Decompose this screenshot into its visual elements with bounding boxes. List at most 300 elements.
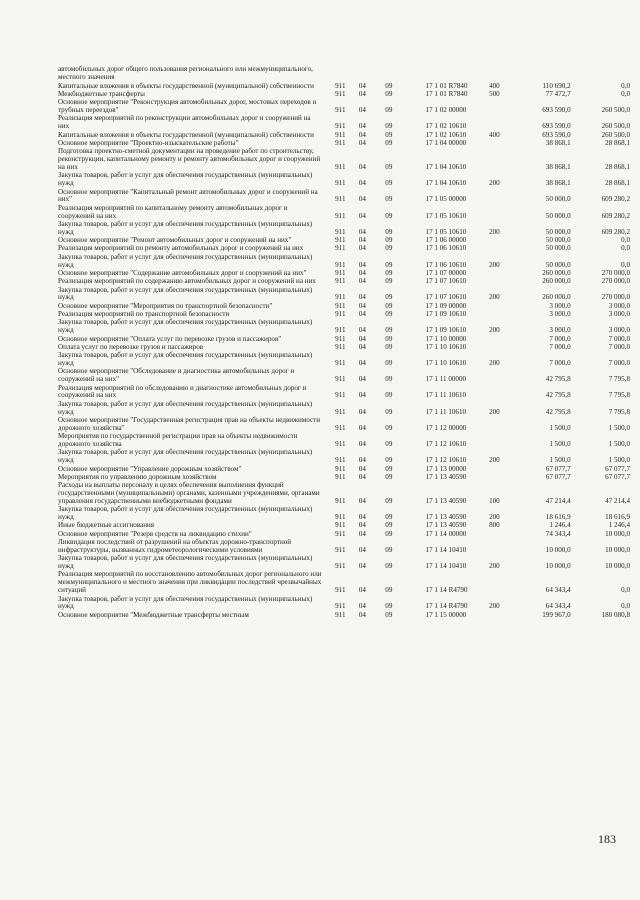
expense-type-code [489, 384, 512, 400]
amount-year-1: 42 795,8 [545, 391, 571, 400]
expense-type-code [489, 433, 512, 449]
amount-year-1: 50 000,0 [545, 244, 571, 253]
page-number: 183 [598, 832, 616, 846]
target-article-code: 17 1 11 10610 [425, 391, 467, 400]
target-article-code: 17 1 05 10610 [425, 227, 467, 236]
amount-year-2: 260 500,0 [601, 130, 630, 139]
target-article-code: 17 1 13 40590 [425, 496, 467, 505]
amount-year-2: 10 000,0 [605, 529, 630, 538]
target-article-code: 17 1 06 10610 [425, 244, 467, 253]
amount-year-2: 67 077,7 [605, 464, 630, 473]
table-row [58, 400, 630, 416]
amount-year-2: 1 246,4 [608, 521, 630, 530]
expense-type-code [489, 270, 512, 278]
expense-type-code: 200 [489, 456, 500, 465]
admin-code: 911 [335, 407, 346, 416]
expense-type-code: 500 [489, 89, 500, 98]
admin-code: 911 [335, 244, 346, 253]
amount-year-2: 7 795,8 [608, 391, 630, 400]
row-name: Основное мероприятие "Содержание автомобильных дорог и сооружений на них" [58, 268, 307, 277]
amount-year-2: 270 000,0 [601, 293, 630, 302]
expense-type-code: 200 [489, 260, 500, 269]
section-code: 04 [358, 391, 366, 400]
subsection-code: 09 [385, 375, 393, 384]
section-code: 04 [358, 244, 366, 253]
target-article-code: 17 1 13 40590 [425, 513, 467, 522]
target-article-code: 17 1 02 00000 [425, 106, 467, 115]
amount-year-1: 693 590,0 [542, 106, 571, 115]
expense-type-code [489, 539, 512, 555]
section-code: 04 [358, 375, 366, 384]
admin-code: 911 [335, 496, 346, 505]
amount-year-1: 50 000,0 [545, 195, 571, 204]
amount-year-1: 38 868,1 [545, 163, 571, 171]
row-name: Капитальные вложения в объекты государственной (муниципальной) собственности [58, 130, 314, 139]
amount-year-2: 67 077,7 [605, 472, 630, 481]
row-name: Закупка товаров, работ и услуг для обеспечения государственных (муниципальных) нужд [58, 171, 313, 188]
row-name: Закупка товаров, работ и услуг для обеспечения государственных (муниципальных) нужд [58, 252, 313, 269]
target-article-code: 17 1 07 00000 [425, 268, 467, 277]
subsection-code: 09 [385, 260, 393, 269]
admin-code: 911 [335, 81, 346, 90]
amount-year-1: 3 000,0 [549, 301, 571, 310]
row-name: Реализация мероприятий по ремонту автомобильных дорог и сооружений на них [58, 244, 304, 253]
section-code: 04 [358, 301, 366, 310]
section-code: 04 [358, 440, 366, 449]
expense-type-code [489, 148, 512, 172]
section-code: 04 [358, 602, 366, 611]
target-article-code: 17 1 12 10610 [425, 456, 467, 465]
target-article-code: 17 1 05 00000 [425, 195, 467, 204]
target-article-code: 17 1 09 00000 [425, 301, 467, 310]
section-code: 04 [358, 326, 366, 335]
amount-year-2: 28 868,1 [605, 179, 630, 188]
amount-year-2: 18 616,9 [605, 513, 630, 522]
amount-year-2: 0,0 [621, 260, 630, 269]
subsection-code: 09 [385, 293, 393, 302]
amount-year-2: 7 795,8 [608, 407, 630, 416]
expense-type-code: 200 [489, 407, 500, 416]
expense-type-code: 200 [489, 326, 500, 335]
target-article-code: 17 1 05 10610 [425, 211, 467, 220]
target-article-code: 17 1 14 R4790 [425, 602, 468, 611]
subsection-code: 09 [385, 472, 393, 481]
amount-year-1: 3 000,0 [549, 310, 571, 318]
target-article-code: 17 1 15 00000 [425, 610, 467, 619]
amount-year-1: 50 000,0 [545, 260, 571, 269]
amount-year-1: 50 000,0 [545, 236, 571, 245]
table-row [58, 482, 630, 506]
subsection-code: 09 [385, 423, 393, 432]
expense-type-code [489, 66, 512, 82]
amount-year-1: 260 000,0 [542, 277, 571, 286]
table-row [58, 221, 630, 237]
amount-year-1: 260 000,0 [542, 293, 571, 302]
row-name: Основное мероприятие "Государственная регистрация прав на объекты недвижимости дорожного хозяйства" [58, 415, 321, 432]
admin-code: 911 [335, 179, 346, 188]
admin-code: 911 [335, 301, 346, 310]
section-code: 04 [358, 293, 366, 302]
expense-type-code [489, 335, 512, 343]
section-code: 04 [358, 179, 366, 188]
section-code: 04 [358, 334, 366, 343]
amount-year-2: 0,0 [621, 236, 630, 245]
admin-code: 911 [335, 342, 346, 351]
target-article-code: 17 1 14 10410 [425, 562, 467, 571]
amount-year-1: 42 795,8 [545, 407, 571, 416]
expense-type-code: 400 [489, 130, 500, 139]
section-code: 04 [358, 236, 366, 245]
table-row [58, 115, 630, 131]
admin-code: 911 [335, 326, 346, 335]
section-code: 04 [358, 260, 366, 269]
row-name: Капитальные вложения в объекты государственной (муниципальной) собственности [58, 81, 314, 90]
table-row [58, 539, 630, 555]
admin-code: 911 [335, 562, 346, 571]
section-code: 04 [358, 521, 366, 530]
row-name: Закупка товаров, работ и услуг для обеспечения государственных (муниципальных) нужд [58, 219, 313, 236]
section-code: 04 [358, 464, 366, 473]
amount-year-1: 199 967,0 [542, 610, 571, 619]
subsection-code: 09 [385, 268, 393, 277]
subsection-code: 09 [385, 496, 393, 505]
amount-year-1: 7 000,0 [549, 334, 571, 343]
subsection-code: 09 [385, 407, 393, 416]
table-row [58, 148, 630, 172]
row-name: Основное мероприятие "Капитальный ремонт автомобильных дорог и сооружений на них" [58, 187, 318, 204]
expense-type-code [489, 188, 512, 204]
target-article-code: 17 1 09 10610 [425, 310, 467, 318]
target-article-code: 17 1 04 10610 [425, 179, 467, 188]
row-name: Межбюджетные трансферты [58, 89, 145, 98]
admin-code: 911 [335, 610, 346, 619]
row-name: Мероприятия по управлению дорожным хозяйством [58, 472, 217, 481]
amount-year-2 [571, 66, 630, 82]
table-row [58, 204, 630, 220]
row-name: Реализация мероприятий по капитальному ремонту автомобильных дорог и сооружений на них [58, 203, 288, 220]
target-article-code: 17 1 02 10610 [425, 122, 467, 131]
expense-type-code: 200 [489, 602, 500, 611]
row-name: Закупка товаров, работ и услуг для обеспечения государственных (муниципальных) нужд [58, 285, 313, 302]
amount-year-2: 1 500,0 [608, 423, 630, 432]
admin-code: 911 [335, 138, 346, 147]
expense-type-code [489, 115, 512, 131]
table-row [58, 555, 630, 571]
subsection-code: 09 [385, 545, 393, 554]
section-code: 04 [358, 496, 366, 505]
amount-year-1: 77 472,7 [545, 89, 571, 98]
amount-year-1: 50 000,0 [545, 227, 571, 236]
subsection-code: 09 [385, 106, 393, 115]
amount-year-2: 0,0 [621, 244, 630, 253]
admin-code: 911 [335, 310, 346, 318]
table-row [58, 384, 630, 400]
amount-year-2: 3 000,0 [608, 301, 630, 310]
admin-code: 911 [335, 391, 346, 400]
amount-year-2: 10 000,0 [605, 545, 630, 554]
target-article-code: 17 1 14 00000 [425, 529, 467, 538]
row-name: Реализация мероприятий по обследованию и диагностике автомобильных дорог и сооружений на них [58, 383, 307, 400]
amount-year-1: 67 077,7 [545, 464, 571, 473]
amount-year-1: 3 000,0 [549, 326, 571, 335]
amount-year-2: 1 500,0 [608, 440, 630, 449]
section-code: 04 [358, 227, 366, 236]
subsection-code: 09 [385, 513, 393, 522]
expense-type-code: 200 [489, 513, 500, 522]
subsection-code: 09 [385, 440, 393, 449]
section-code: 04 [358, 211, 366, 220]
section-code: 04 [358, 89, 366, 98]
table-row [58, 595, 630, 611]
target-article-code: 17 1 02 10610 [425, 130, 467, 139]
expense-type-code: 100 [489, 496, 500, 505]
amount-year-1: 260 000,0 [542, 268, 571, 277]
subsection-code: 09 [385, 277, 393, 286]
table-row [58, 611, 630, 619]
amount-year-2: 3 000,0 [608, 326, 630, 335]
amount-year-1: 38 868,1 [545, 179, 571, 188]
amount-year-1: 18 616,9 [545, 513, 571, 522]
row-name: Расходы на выплаты персоналу в целях обеспечения выполнения функций государственными (муниципальными) органами, казенными учреждениями, органами управления государственными внебюджетными фондами [58, 481, 320, 505]
target-article-code: 17 1 14 10410 [425, 545, 467, 554]
admin-code: 911 [335, 122, 346, 131]
row-name: Закупка товаров, работ и услуг для обеспечения государственных (муниципальных) нужд [58, 351, 313, 367]
subsection-code: 09 [385, 334, 393, 343]
admin-code: 911 [335, 440, 346, 449]
expense-type-code [489, 465, 512, 473]
subsection-code: 09 [385, 359, 393, 367]
expense-type-code [489, 204, 512, 220]
table-row [58, 286, 630, 302]
expense-type-code [489, 343, 512, 351]
admin-code: 911 [335, 334, 346, 343]
table-row [58, 352, 630, 368]
expense-type-code [489, 302, 512, 310]
admin-code: 911 [335, 195, 346, 204]
section-code: 04 [358, 138, 366, 147]
admin-code: 911 [335, 211, 346, 220]
row-name: Основное мероприятие "Оплата услуг по перевозке грузов и пассажиров" [58, 334, 282, 343]
expense-type-code [489, 237, 512, 245]
amount-year-1: 47 214,4 [545, 496, 571, 505]
admin-code: 911 [335, 545, 346, 554]
section-code: 04 [358, 456, 366, 465]
row-name: Ликвидация последствий от разрушений на объектах дорожно-транспортной инфраструктуры, вызванных гидрометеорологическими условиями [58, 538, 292, 554]
amount-year-2: 270 000,0 [601, 277, 630, 286]
target-article-code: 17 1 01 R7840 [425, 89, 468, 98]
row-name: Реализация мероприятий по реконструкции автомобильных дорог и сооружений на них [58, 114, 311, 131]
expense-type-code: 200 [489, 562, 500, 571]
target-article-code: 17 1 06 10610 [425, 260, 467, 269]
subsection-code: 09 [385, 244, 393, 253]
subsection-code: 09 [385, 586, 393, 595]
expense-type-code [489, 99, 512, 115]
amount-year-1: 7 000,0 [549, 359, 571, 367]
amount-year-2: 7 000,0 [608, 342, 630, 351]
section-code: 04 [358, 423, 366, 432]
amount-year-2: 3 000,0 [608, 310, 630, 318]
subsection-code [385, 66, 425, 82]
row-name: Закупка товаров, работ и услуг для обеспечения государственных (муниципальных) нужд [58, 554, 313, 571]
table-row [58, 99, 630, 115]
target-article-code: 17 1 04 10610 [425, 163, 467, 171]
subsection-code: 09 [385, 130, 393, 139]
target-article-code: 17 1 04 00000 [425, 138, 467, 147]
admin-code: 911 [335, 268, 346, 277]
admin-code: 911 [335, 260, 346, 269]
table-row [58, 433, 630, 449]
amount-year-1: 693 590,0 [542, 122, 571, 131]
amount-year-1: 1 500,0 [549, 440, 571, 449]
expense-type-code: 200 [489, 227, 500, 236]
subsection-code: 09 [385, 163, 393, 171]
expense-type-code [489, 530, 512, 538]
subsection-code: 09 [385, 326, 393, 335]
row-name: Закупка товаров, работ и услуг для обеспечения государственных (муниципальных) нужд [58, 505, 313, 522]
subsection-code: 09 [385, 138, 393, 147]
row-name: автомобильных дорог общего пользования регионального или межмуниципального, местного значения [58, 65, 313, 82]
admin-code: 911 [335, 456, 346, 465]
amount-year-1: 74 343,4 [545, 529, 571, 538]
table-row [58, 319, 630, 335]
table-row [58, 172, 630, 188]
table-row [58, 253, 630, 269]
row-name: Основное мероприятие "Проектно-изыскательские работы" [58, 138, 239, 147]
section-code: 04 [358, 407, 366, 416]
table-row [58, 506, 630, 522]
amount-year-2: 7 000,0 [608, 359, 630, 367]
target-article-code: 17 1 10 10610 [425, 342, 467, 351]
expense-type-code [489, 417, 512, 433]
amount-year-1: 693 590,0 [542, 130, 571, 139]
section-code: 04 [358, 195, 366, 204]
expense-type-code: 800 [489, 521, 500, 530]
expense-type-code [489, 473, 512, 481]
row-name: Основное мероприятие "Управление дорожным хозяйством" [58, 464, 242, 473]
section-code: 04 [358, 163, 366, 171]
admin-code: 911 [335, 163, 346, 171]
amount-year-2: 28 868,1 [605, 138, 630, 147]
target-article-code: 17 1 11 00000 [425, 375, 467, 384]
row-name: Основное мероприятие "Мероприятия по транспортной безопасности" [58, 301, 273, 310]
row-name: Оплата услуг по перевозке грузов и пассажиров [58, 342, 204, 351]
section-code: 04 [358, 310, 366, 318]
amount-year-2: 260 500,0 [601, 106, 630, 115]
section-code: 04 [358, 277, 366, 286]
amount-year-1: 1 246,4 [549, 521, 571, 530]
target-article-code: 17 1 11 10610 [425, 407, 467, 416]
section-code: 04 [358, 562, 366, 571]
expense-type-code: 400 [489, 81, 500, 90]
target-article-code: 17 1 10 00000 [425, 334, 467, 343]
budget-table [58, 66, 630, 620]
subsection-code: 09 [385, 310, 393, 318]
row-name: Мероприятия по государственной регистрации прав на объекты недвижимости дорожного хозяйства [58, 432, 298, 449]
section-code: 04 [358, 268, 366, 277]
amount-year-1 [512, 66, 570, 82]
section-code: 04 [358, 359, 366, 367]
row-name: Иные бюджетные ассигнования [58, 521, 155, 530]
subsection-code: 09 [385, 236, 393, 245]
amount-year-1: 50 000,0 [545, 211, 571, 220]
expense-type-code: 200 [489, 293, 500, 302]
target-article-code: 17 1 06 00000 [425, 236, 467, 245]
subsection-code: 09 [385, 391, 393, 400]
subsection-code: 09 [385, 602, 393, 611]
row-name: Реализация мероприятий по транспортной безопасности [58, 310, 230, 318]
amount-year-2: 270 000,0 [601, 268, 630, 277]
target-article-code: 17 1 13 00000 [425, 464, 467, 473]
budget-page [58, 66, 630, 620]
expense-type-code [489, 278, 512, 286]
target-article-code [426, 66, 490, 82]
amount-year-1: 64 343,4 [545, 602, 571, 611]
amount-year-2: 7 795,8 [608, 375, 630, 384]
section-code: 04 [358, 513, 366, 522]
row-name: Закупка товаров, работ и услуг для обеспечения государственных (муниципальных) нужд [58, 399, 313, 416]
target-article-code: 17 1 13 40590 [425, 472, 467, 481]
admin-code: 911 [335, 359, 346, 367]
row-name: Основное мероприятие "Межбюджетные трансферты местным [58, 610, 249, 619]
row-name: Основное мероприятие "Резерв средств на ликвидацию стихии" [58, 529, 252, 538]
section-code: 04 [358, 342, 366, 351]
expense-type-code [489, 571, 512, 595]
target-article-code: 17 1 13 40590 [425, 521, 467, 530]
subsection-code: 09 [385, 227, 393, 236]
amount-year-2: 1 500,0 [608, 456, 630, 465]
amount-year-2: 0,0 [621, 602, 630, 611]
section-code: 04 [358, 472, 366, 481]
amount-year-1: 67 077,7 [545, 472, 571, 481]
target-article-code: 17 1 12 00000 [425, 423, 467, 432]
subsection-code: 09 [385, 529, 393, 538]
expense-type-code: 200 [489, 179, 500, 188]
admin-code: 911 [335, 236, 346, 245]
section-code: 04 [358, 529, 366, 538]
row-name: Реализация мероприятий по содержанию автомобильных дорог и сооружений на них [58, 277, 316, 286]
target-article-code: 17 1 07 10610 [425, 293, 467, 302]
expense-type-code [489, 245, 512, 253]
amount-year-1: 64 343,4 [545, 586, 571, 595]
amount-year-1: 7 000,0 [549, 342, 571, 351]
subsection-code: 09 [385, 464, 393, 473]
amount-year-2: 609 280,2 [601, 195, 630, 204]
expense-type-code: 200 [489, 359, 500, 367]
row-name: Основное мероприятие "Обследование и диагностика автомобильных дорог и сооружений на них" [58, 367, 295, 384]
amount-year-1: 10 000,0 [545, 562, 571, 571]
table-row [58, 278, 630, 286]
admin-code: 911 [335, 293, 346, 302]
subsection-code: 09 [385, 610, 393, 619]
amount-year-1: 1 500,0 [549, 456, 571, 465]
target-article-code: 17 1 01 R7840 [425, 81, 468, 90]
row-name: Основное мероприятие "Реконструкция автомобильных дорог, мостовых переходов и трубных переездов" [58, 98, 317, 115]
section-code: 04 [358, 106, 366, 115]
amount-year-1: 10 000,0 [545, 545, 571, 554]
admin-code: 911 [335, 472, 346, 481]
subsection-code: 09 [385, 562, 393, 571]
row-name: Закупка товаров, работ и услуг для обеспечения государственных (муниципальных) нужд [58, 448, 313, 465]
table-row [58, 417, 630, 433]
admin-code [329, 66, 359, 82]
amount-year-1: 42 795,8 [545, 375, 571, 384]
amount-year-2: 10 000,0 [605, 562, 630, 571]
section-code: 04 [358, 586, 366, 595]
admin-code: 911 [335, 529, 346, 538]
target-article-code: 17 1 14 R4790 [425, 586, 468, 595]
subsection-code: 09 [385, 122, 393, 131]
admin-code: 911 [335, 277, 346, 286]
